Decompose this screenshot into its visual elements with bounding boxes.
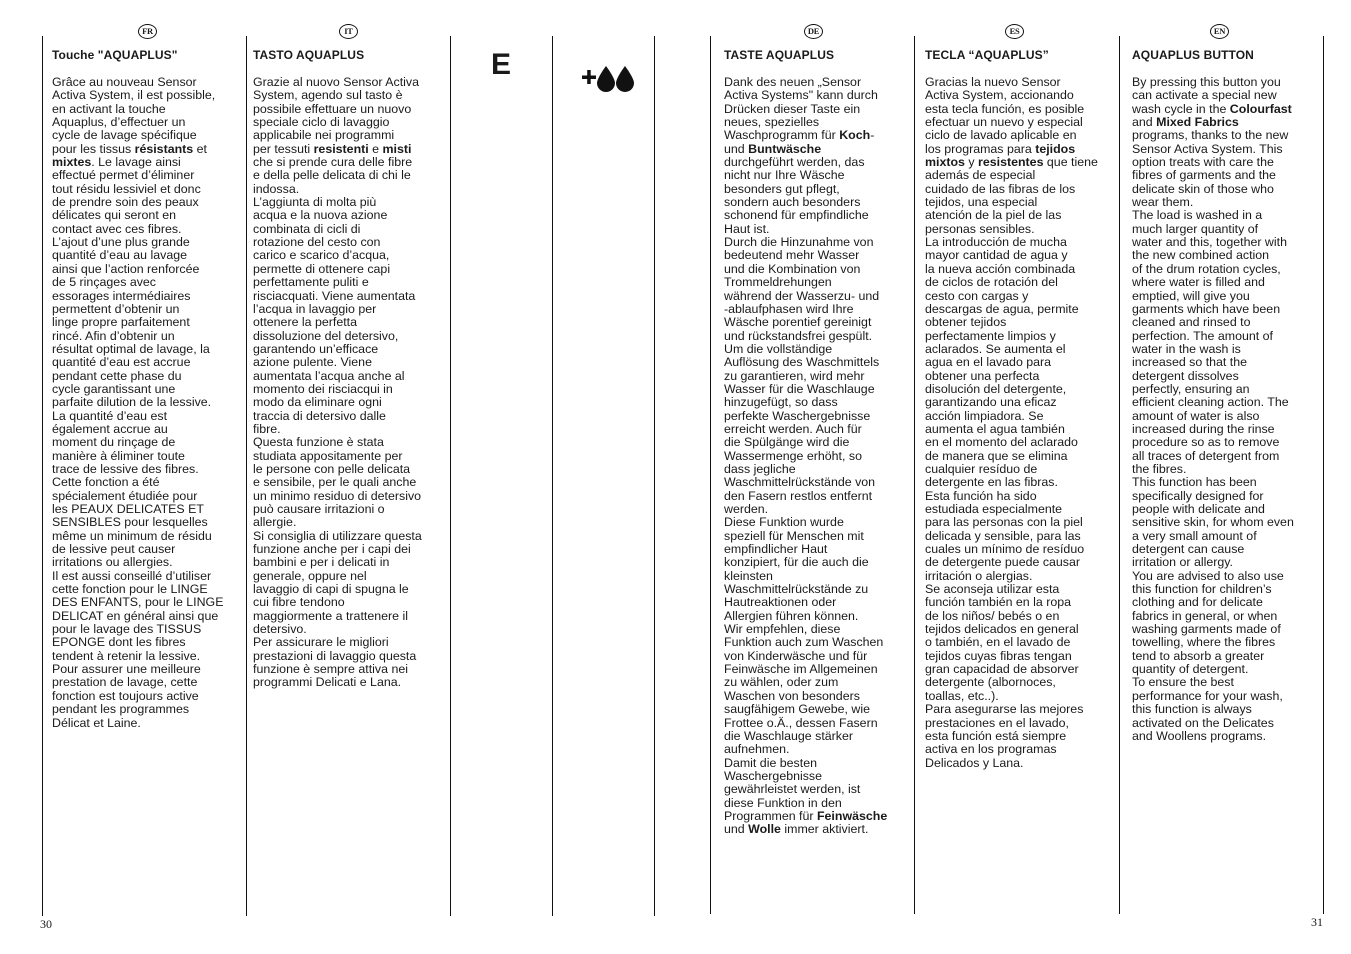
emphasized-term: Feinwäsche [816, 808, 888, 823]
emphasized-term: resistentes [978, 155, 1044, 170]
column-fr [52, 48, 242, 730]
emphasized-term: misti [382, 141, 412, 156]
section-title-es: TECLA “AQUAPLUS” [925, 48, 1049, 62]
column-divider [450, 36, 451, 916]
emphasized-term: Mixed Fabrics [1156, 115, 1239, 130]
column-es [925, 48, 1115, 770]
language-badge-de: DE [804, 24, 823, 39]
section-body-es: Gracias la nuevo Sensor Activa System, accionando esta tecla función, es posible efectuar un nuevo y especial ciclo de lavado aplicable en los programas para tejidos mixtos y resistentes que tiene además de especial cuidado de las fibras de los tejidos, una especial atención de la piel de las personas sensibles. La introducción de mucha mayor cantidad de agua y la nueva acción combinada de ciclos de rotación del cesto con cargas y descargas de agua, permite obtener tejidos perfectamente limpios y aclarados. Se aumenta el agua en el lavado para obtener una perfecta disolución del detergente, garantizando una eficaz acción limpiadora. Se aumenta el agua también en el momento del aclarado de manera que se elimina cualquier resíduo de detergente en las fibras. Esta función ha sido estudiada especialmente para las personas con la piel delicada y sensible, para las cuales un mínimo de resíduo de detergente puede causar irritación o alergias. Se aconseja utilizar esta función también en la ropa de los niños/ bebés o en tejidos delicados en general o también, en el lavado de tejidos cuyas fibras tengan gran capacidad de absorver detergente (albornoces, toallas, etc..). Para asegurarse las mejores prestaciones en el lavado, esta función está siempre activa en los programas Delicados y Lana. [925, 75, 1098, 770]
column-divider [552, 36, 553, 916]
column-en [1132, 48, 1320, 743]
emphasized-term: mixtes [52, 155, 92, 170]
section-body-fr: Grâce au nouveau Sensor Activa System, il est possible, en activant la touche Aquaplus, d’effectuer un cycle de lavage spécifique pour les tissus résistants et mixtes. Le lavage ainsi effectué permet d’éliminer tout résidu lessiviel et donc de prendre soin des peaux délicates qui seront en contact avec ces fibres. L’ajout d’une plus grande quantité d’eau au lavage ainsi que l’action renforcée de 5 rinçages avec essorages intermédiaires permettent d’obtenir un linge propre parfaitement rincé. Afin d’obtenir un résultat optimal de lavage, la quantité d’eau est accrue pendant cette phase du cycle garantissant une parfaite dilution de la lessive. La quantité d’eau est également accrue au moment du rinçage de manière à éliminer toute trace de lessive des fibres. Cette fonction a été spécialement étudiée pour les PEAUX DELICATES ET SENSIBLES pour lesquelles même un minimum de résidu de lessive peut causer irritations ou allergies. Il est aussi conseillé d’utiliser cette fonction pour le LINGE DES ENFANTS, pour le LINGE DELICAT en général ainsi que pour le lavage des TISSUS EPONGE dont les fibres tendent à retenir la lessive. Pour assurer une meilleure prestation de lavage, cette fonction est toujours active pendant les programmes Délicat et Laine. [52, 75, 224, 730]
emphasized-term: résistants [134, 141, 194, 156]
emphasized-term: Buntwäsche [748, 141, 822, 156]
section-body-en: By pressing this button you can activate a special new wash cycle in the Colourfast and Mixed Fabrics programs, thanks to the new Sensor Activa System. This option treats with care the fibres of garments and the delicate skin of those who wear them. The load is washed in a much larger quantity of water and this, together with the new combined action of the drum rotation cycles, where water is filled and emptied, will give you garments which have been cleaned and rinsed to perfection. The amount of water in the wash is increased so that the detergent dissolves perfectly, ensuring an efficient cleaning action. The amount of water is also increased during the rinse procedure so as to remove all traces of detergent from the fibres. This function has been specifically designed for people with delicate and sensitive skin, for whom even a very small amount of detergent can cause irritation or allergy. You are advised to also use this function for children’s clothing and for delicate fabrics in general, or when washing garments made of towelling, where the fibres tend to absorb a greater quantity of detergent. To ensure the best performance for your wash, this function is always activated on the Delicates and Woollens programs. [1132, 75, 1294, 743]
emphasized-term: resistenti [313, 141, 369, 156]
column-divider [710, 36, 711, 914]
language-badge-en: EN [1210, 24, 1229, 39]
emphasized-term: tejidos mixtos [925, 141, 1076, 170]
section-body-it: Grazie al nuovo Sensor Activa System, agendo sul tasto è possibile effettuare un nuovo speciale ciclo di lavaggio applicabile nei programmi per tessuti resistenti e misti che si prende cura delle fibre e della pelle delicata di chi le indossa. L’aggiunta di molta più acqua e la nuova azione combinata di cicli di rotazione del cesto con carico e scarico d’acqua, permette di ottenere capi perfettamente puliti e risciacquati. Viene aumentata l’acqua in lavaggio per ottenere la perfetta dissoluzione del detersivo, garantendo un’efficace azione pulente. Viene aumentata l’acqua anche al momento dei risciacqui in modo da eliminare ogni traccia di detersivo dalle fibre. Questa funzione è stata studiata appositamente per le persone con pelle delicata e sensibile, per le quali anche un minimo residuo di detersivo può causare irritazioni o allergie. Si consiglia di utilizzare questa funzione anche per i capi dei bambini e per i delicati in generale, oppure nel lavaggio di capi di spugna le cui fibre tendono maggiormente a trattenere il detersivo. Per assicurare le migliori prestazioni di lavaggio questa funzione è sempre attiva nei programmi Delicati e Lana. [253, 75, 422, 690]
column-divider [246, 36, 247, 916]
section-body-de: Dank des neuen „Sensor Activa Systems" kann durch Drücken dieser Taste ein neues, spezielles Waschprogramm für Koch- und Buntwäsche durchgeführt werden, das nicht nur Ihre Wäsche besonders gut pflegt, sondern auch besonders schonend für empfindliche Haut ist. Durch die Hinzunahme von bedeutend mehr Wasser und die Kombination von Trommeldrehungen während der Wasserzu- und -ablaufphasen wird Ihre Wäsche porentief gereinigt und rückstandsfrei gespült. Um die vollständige Auflösung des Waschmittels zu garantieren, wird mehr Wasser für die Waschlauge hinzugefügt, so dass perfekte Waschergebnisse erreicht werden. Auch für die Spülgänge wird die Wassermenge erhöht, so dass jegliche Waschmittelrückstände von den Fasern restlos entfernt werden. Diese Funktion wurde speziell für Menschen mit empfindlicher Haut konzipiert, für die auch die kleinsten Waschmittelrückstände zu Hautreaktionen oder Allergien führen können. Wir empfehlen, diese Funktion auch zum Waschen von Kinderwäsche und für Feinwäsche im Allgemeinen zu wählen, oder zum Waschen von besonders saugfähigem Gewebe, wie Frottee o.Ä., dessen Fasern die Waschlauge stärker aufnehmen. Damit die besten Waschergebnisse gewährleistet werden, ist diese Funktion in den Programmen für Feinwäsche und Wolle immer aktiviert. [724, 75, 888, 837]
symbol-letter: E [491, 48, 512, 81]
section-title-fr: Touche "AQUAPLUS" [52, 48, 178, 62]
page-number-left: 30 [40, 917, 52, 931]
aquaplus-drops-icon [582, 64, 636, 92]
section-title-en: AQUAPLUS BUTTON [1132, 48, 1254, 62]
column-divider [1323, 36, 1324, 914]
language-badge-fr: FR [138, 24, 157, 39]
emphasized-term: Colourfast [1229, 101, 1292, 116]
column-divider [42, 36, 43, 916]
column-it [253, 48, 447, 690]
language-badge-es: ES [1005, 24, 1024, 39]
column-divider [1119, 36, 1120, 914]
column-divider [914, 36, 915, 914]
language-badge-it: IT [339, 24, 358, 39]
section-title-it: TASTO AQUAPLUS [253, 48, 365, 62]
section-title-de: TASTE AQUAPLUS [724, 48, 835, 62]
column-divider [654, 36, 655, 916]
column-de [724, 48, 910, 837]
emphasized-term: Wolle [748, 822, 781, 837]
page-number-right: 31 [1311, 915, 1323, 929]
emphasized-term: Koch [839, 128, 871, 143]
